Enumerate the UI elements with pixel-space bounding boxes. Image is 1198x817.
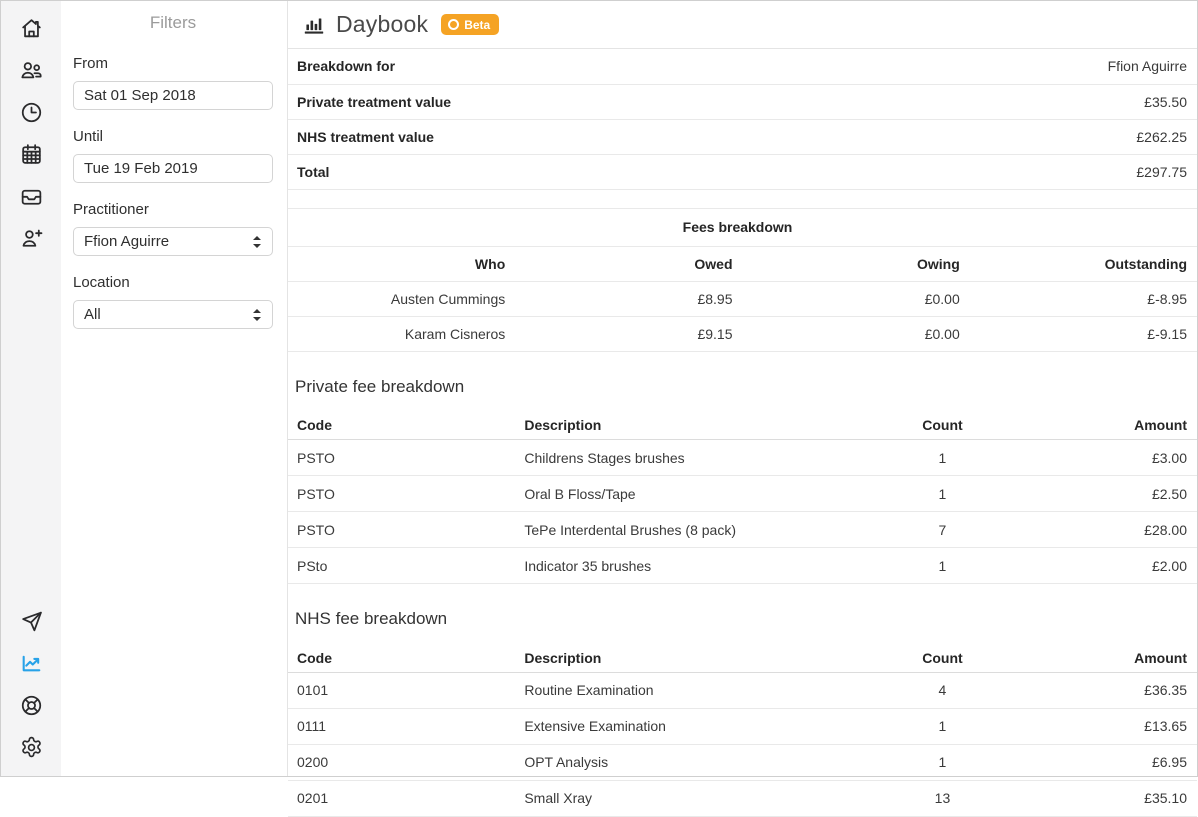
- nhs-fee-breakdown-title: NHS fee breakdown: [295, 609, 448, 628]
- icon-rail-top: [1, 15, 61, 251]
- fee-code: PSto: [288, 548, 524, 584]
- filters-title: Filters: [149, 13, 197, 32]
- summary-label: Total: [288, 154, 743, 189]
- until-field-group: [73, 128, 273, 183]
- fees-breakdown-title-row: [288, 208, 1197, 246]
- table-row: [288, 512, 1197, 548]
- fee-count: 1: [870, 744, 1015, 780]
- settings-icon[interactable]: [18, 734, 44, 760]
- table-row: [288, 476, 1197, 512]
- summary-value: £35.50: [743, 84, 1198, 119]
- bar-chart-icon: [301, 12, 327, 38]
- column-header: Description: [524, 412, 869, 440]
- table-row: [288, 154, 1197, 189]
- from-field-group: [73, 55, 273, 110]
- summary-value: £297.75: [743, 154, 1198, 189]
- icon-rail: [1, 1, 61, 776]
- column-header: Count: [870, 644, 1015, 672]
- fee-description: Indicator 35 brushes: [524, 548, 869, 584]
- recent-icon[interactable]: [18, 99, 44, 125]
- private-fee-breakdown-title: Private fee breakdown: [295, 376, 465, 396]
- private-fee-breakdown-table: [288, 412, 1197, 585]
- patients-icon[interactable]: [18, 57, 44, 83]
- page-title: Daybook: [336, 11, 429, 37]
- column-header: Who: [288, 246, 515, 281]
- fee-description: Extensive Examination: [524, 708, 869, 744]
- table-row: [288, 744, 1197, 780]
- fee-count: 7: [870, 512, 1015, 548]
- fee-amount: £2.00: [1015, 548, 1197, 584]
- fee-code: PSTO: [288, 476, 524, 512]
- column-header: Count: [870, 412, 1015, 440]
- inbox-icon[interactable]: [18, 183, 44, 209]
- circle-icon: [448, 19, 459, 30]
- fees-owing: £0.00: [743, 281, 970, 316]
- fee-code: 0200: [288, 744, 524, 780]
- table-row: [288, 84, 1197, 119]
- column-header: Amount: [1015, 644, 1197, 672]
- filters-panel: [61, 1, 288, 776]
- daybook-header: [288, 1, 1197, 49]
- beta-badge-label: Beta: [464, 17, 491, 32]
- location-select[interactable]: [73, 300, 273, 329]
- location-label: Location: [73, 274, 130, 291]
- fee-description: TePe Interdental Brushes (8 pack): [524, 512, 869, 548]
- fees-who: Karam Cisneros: [288, 316, 515, 351]
- fee-description: OPT Analysis: [524, 744, 869, 780]
- table-row: [288, 49, 1197, 84]
- codes-header-row: [288, 412, 1197, 440]
- reports-icon[interactable]: [18, 650, 44, 676]
- fee-amount: £36.35: [1015, 672, 1197, 708]
- fees-owing: £0.00: [743, 316, 970, 351]
- fee-description: Oral B Floss/Tape: [524, 476, 869, 512]
- select-arrows-icon: [252, 235, 262, 249]
- summary-value: Ffion Aguirre: [743, 49, 1198, 84]
- fee-description: Small Xray: [524, 780, 869, 816]
- column-header: Code: [288, 644, 524, 672]
- column-header: Owing: [743, 246, 970, 281]
- fees-outstanding: £-8.95: [970, 281, 1197, 316]
- column-header: Description: [524, 644, 869, 672]
- summary-table: [288, 49, 1197, 190]
- report-content: [288, 49, 1197, 817]
- select-arrows-icon: [252, 308, 262, 322]
- fee-count: 13: [870, 780, 1015, 816]
- fees-who: Austen Cummings: [288, 281, 515, 316]
- fee-amount: £35.10: [1015, 780, 1197, 816]
- table-row: [288, 119, 1197, 154]
- practitioner-field-group: [73, 201, 273, 256]
- send-icon[interactable]: [18, 608, 44, 634]
- fees-breakdown-table: [288, 208, 1197, 352]
- from-date-input[interactable]: [73, 81, 273, 110]
- table-row: [288, 672, 1197, 708]
- table-row: [288, 708, 1197, 744]
- summary-value: £262.25: [743, 119, 1198, 154]
- summary-label: Private treatment value: [288, 84, 743, 119]
- fees-outstanding: £-9.15: [970, 316, 1197, 351]
- fee-amount: £13.65: [1015, 708, 1197, 744]
- fee-code: 0111: [288, 708, 524, 744]
- practitioner-label: Practitioner: [73, 201, 149, 218]
- fee-count: 1: [870, 440, 1015, 476]
- until-date-input[interactable]: [73, 154, 273, 183]
- location-field-group: [73, 274, 273, 329]
- fee-count: 4: [870, 672, 1015, 708]
- fees-header-row: [288, 246, 1197, 281]
- home-icon[interactable]: [18, 15, 44, 41]
- practitioner-select-value: Ffion Aguirre: [84, 233, 170, 250]
- location-select-value: All: [84, 306, 101, 323]
- table-row: [288, 780, 1197, 816]
- table-row: [288, 281, 1197, 316]
- nhs-fee-breakdown-table: [288, 644, 1197, 817]
- summary-label: NHS treatment value: [288, 119, 743, 154]
- help-icon[interactable]: [18, 692, 44, 718]
- fee-code: 0101: [288, 672, 524, 708]
- fee-amount: £2.50: [1015, 476, 1197, 512]
- fee-code: PSTO: [288, 512, 524, 548]
- beta-badge: [441, 14, 499, 35]
- fee-amount: £6.95: [1015, 744, 1197, 780]
- icon-rail-bottom: [1, 608, 61, 760]
- until-label: Until: [73, 128, 104, 145]
- fee-description: Childrens Stages brushes: [524, 440, 869, 476]
- column-header: Code: [288, 412, 524, 440]
- column-header: Amount: [1015, 412, 1197, 440]
- column-header: Outstanding: [970, 246, 1197, 281]
- table-row: [288, 316, 1197, 351]
- column-header: Owed: [515, 246, 742, 281]
- table-row: [288, 440, 1197, 476]
- calendar-icon[interactable]: [18, 141, 44, 167]
- practitioner-select[interactable]: [73, 227, 273, 256]
- summary-label: Breakdown for: [288, 49, 743, 84]
- fee-code: 0201: [288, 780, 524, 816]
- main-panel: [288, 1, 1197, 806]
- table-row: [288, 548, 1197, 584]
- fee-amount: £3.00: [1015, 440, 1197, 476]
- fee-count: 1: [870, 476, 1015, 512]
- fees-owed: £8.95: [515, 281, 742, 316]
- fee-code: PSTO: [288, 440, 524, 476]
- add-patient-icon[interactable]: [18, 225, 44, 251]
- fees-breakdown-title: Fees breakdown: [288, 208, 1197, 246]
- fee-amount: £28.00: [1015, 512, 1197, 548]
- fee-description: Routine Examination: [524, 672, 869, 708]
- from-label: From: [73, 55, 108, 72]
- codes-header-row: [288, 644, 1197, 672]
- fee-count: 1: [870, 708, 1015, 744]
- fee-count: 1: [870, 548, 1015, 584]
- fees-owed: £9.15: [515, 316, 742, 351]
